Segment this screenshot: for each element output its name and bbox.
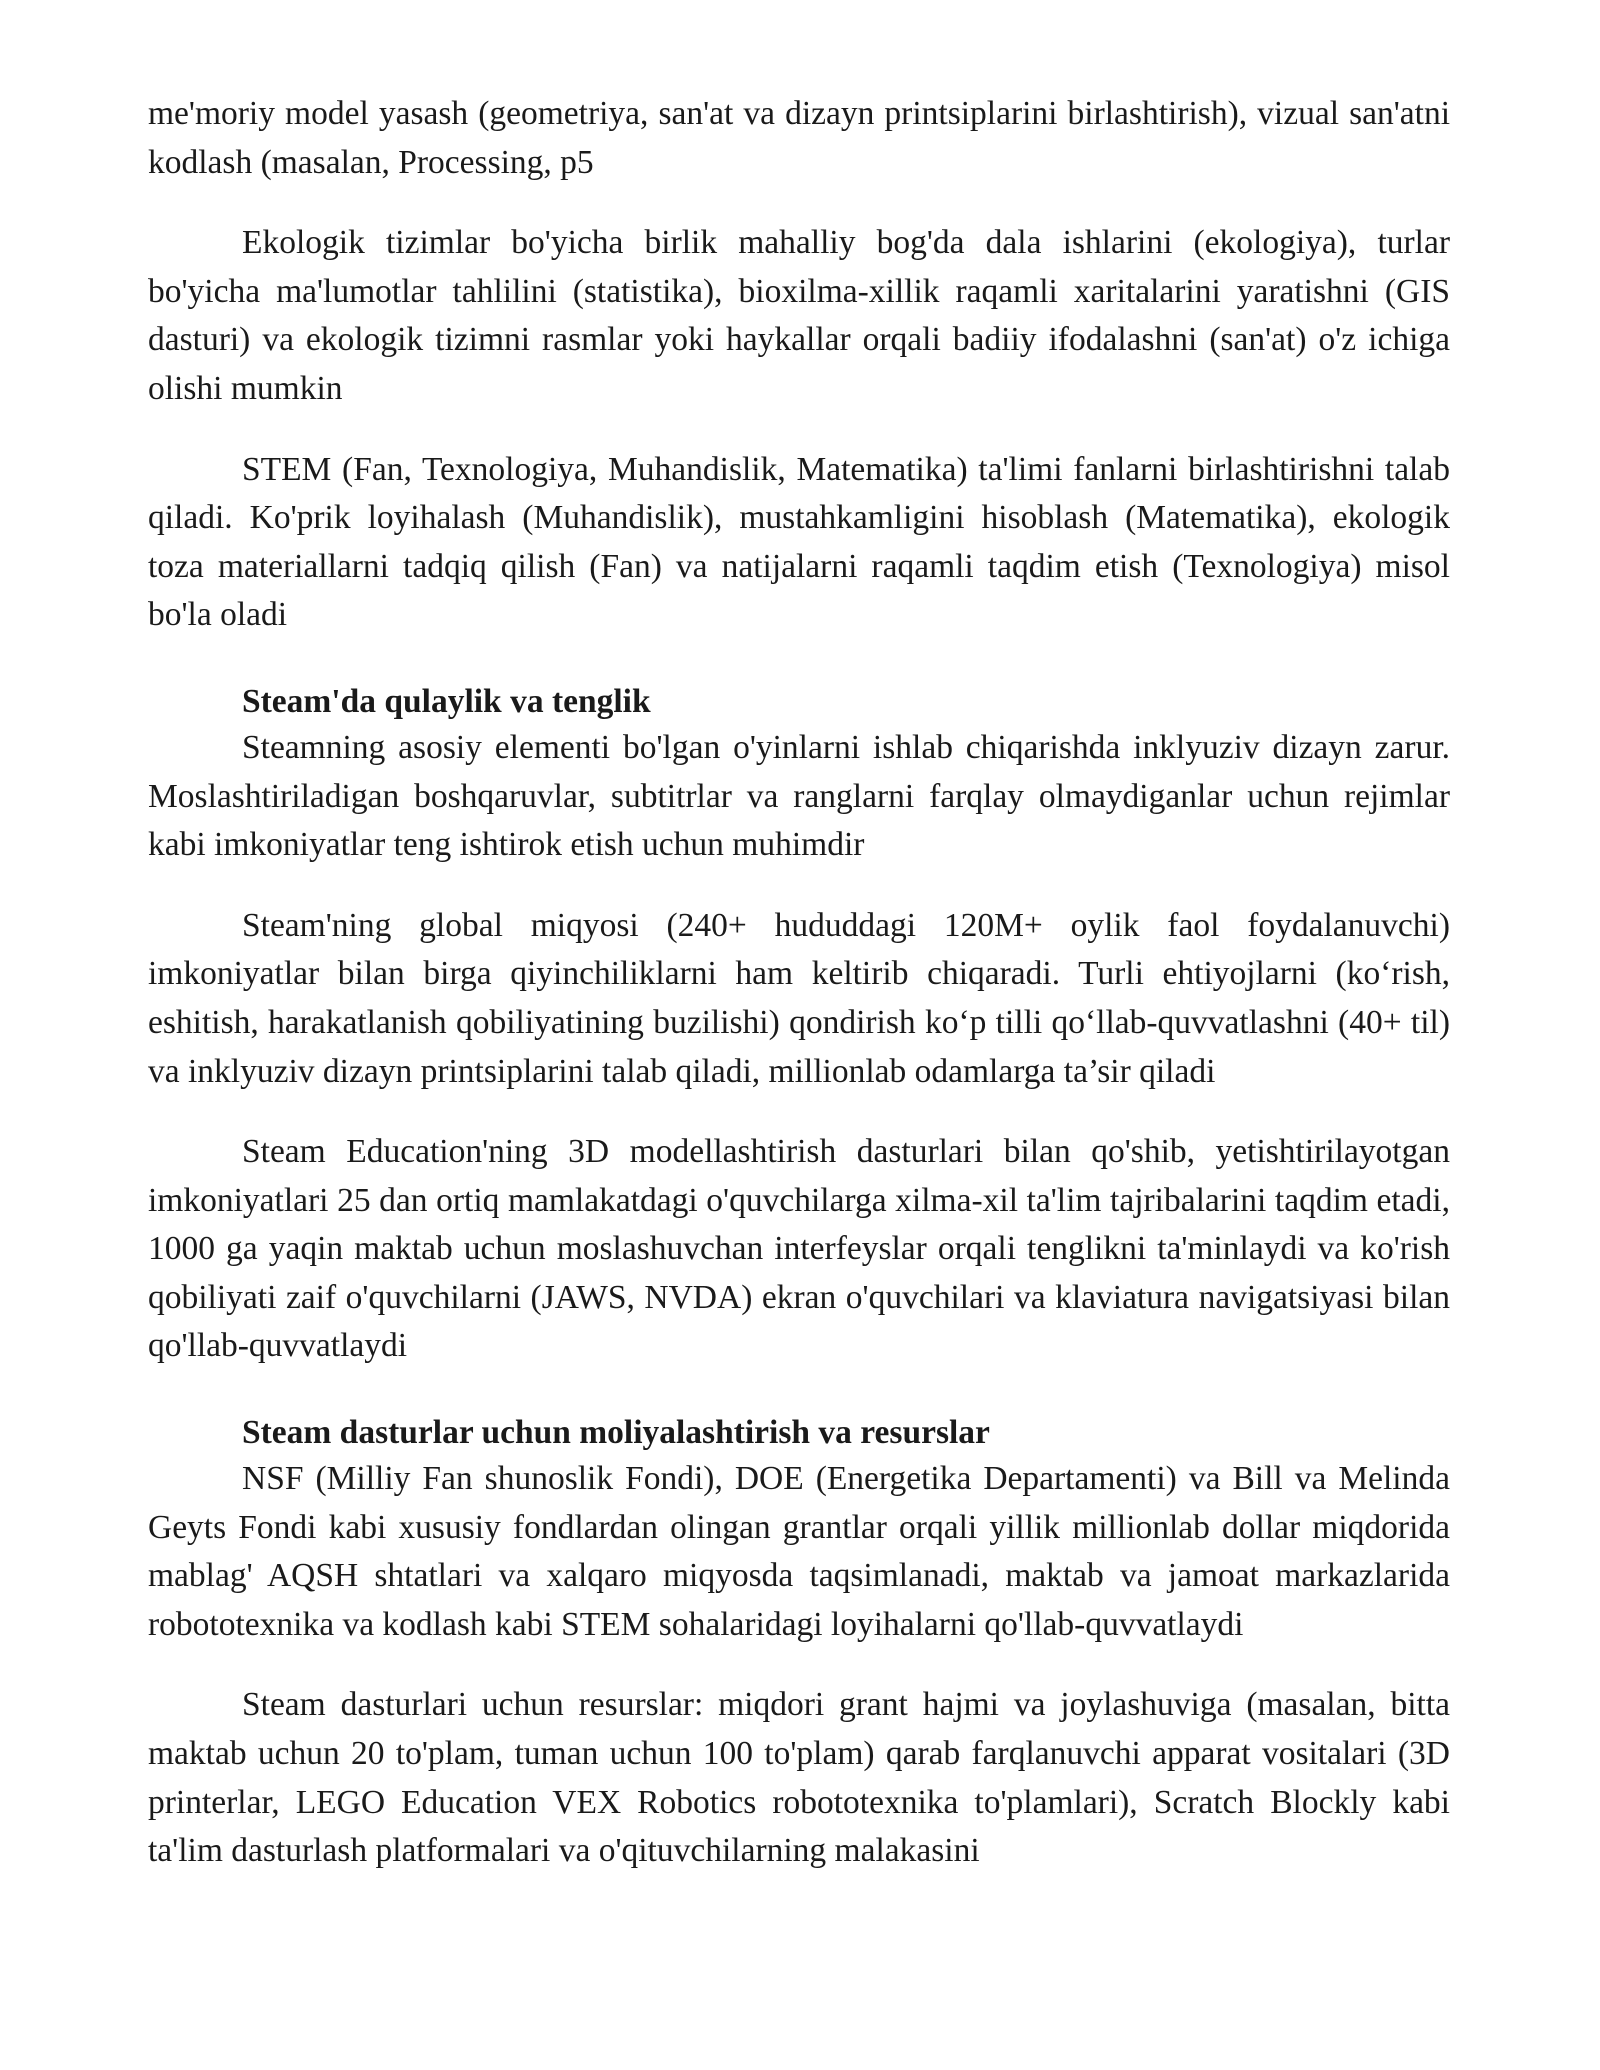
paragraph-architecture-coding: me'moriy model yasash (geometriya, san'at va dizayn printsiplarini birlashtirish), vizual san'atni kodlash (masalan, Processing, p5 — [148, 95, 1450, 181]
paragraph-grants: NSF (Milliy Fan shunoslik Fondi), DOE (Energetika Departamenti) va Bill va Melinda Geyts Fondi kabi xususiy fondlardan olingan grantlar orqali yillik millionlab dollar miqdorida mablag' AQSH shtatlari va xalqaro miqyosda taqsimlanadi, maktab va jamoat markazlarida robototexnika va kodlash kabi STEM sohalaridagi loyihalarni qo'llab-quvvatlaydi — [148, 1460, 1450, 1643]
paragraph-inclusive-design: Steamning asosiy elementi bo'lgan o'yinlarni ishlab chiqarishda inklyuziv dizayn zarur. Moslashtiriladigan boshqaruvlar, subtitrlar va ranglarni farqlay olmaydiganlar uchun rejimlar kabi imkoniyatlar teng ishtirok etish uchun muhimdir — [148, 728, 1450, 864]
section-heading-funding: Steam dasturlar uchun moliyalashtirish va resurslar — [242, 1414, 990, 1452]
paragraph-resources: Steam dasturlari uchun resurslar: miqdori grant hajmi va joylashuviga (masalan, bitta maktab uchun 20 to'plam, tuman uchun 100 to'plam) qarab farqlanuvchi apparat vositalari (3D printerlar, LEGO Education VEX Robotics robototexnika to'plamlari), Scratch Blockly kabi ta'lim dasturlash platformalari va o'qituvchilarning malakasini — [148, 1686, 1450, 1870]
document-page — [148, 90, 1450, 1876]
paragraph-stem-integration: STEM (Fan, Texnologiya, Muhandislik, Matematika) ta'limi fanlarni birlashtirishni talab qiladi. Ko'prik loyihalash (Muhandislik), mustahkamligini hisoblash (Matematika), ekologik toza materiallarni tadqiq qilish (Fan) va natijalarni raqamli taqdim etish (Texnologiya) misol bo'la oladi — [148, 450, 1450, 634]
paragraph-steam-education: Steam Education'ning 3D modellashtirish dasturlari bilan qo'shib, yetishtirilayotgan imkoniyatlari 25 dan ortiq mamlakatdagi o'quvchilarga xilma-xil ta'lim tajribalarini taqdim etadi, 1000 ga yaqin maktab uchun moslashuvchan interfeyslar orqali tenglikni ta'minlaydi va ko'rish qobiliyati zaif o'quvchilarni (JAWS, NVDA) ekran o'quvchilari va klaviatura navigatsiyasi bilan qo'llab-quvvatlaydi — [148, 1133, 1450, 1365]
paragraph-global-scale: Steam'ning global miqyosi (240+ hududdagi 120M+ oylik faol foydalanuvchi) imkoniyatlar bilan birga qiyinchiliklarni ham keltirib chiqaradi. Turli ehtiyojlarni (ko‘rish, eshitish, harakatlanish qobiliyatining buzilishi) qondirish ko‘p tilli qo‘llab-quvvatlashni (40+ til) va inklyuziv dizayn printsiplarini talab qiladi, millionlab odamlarga ta’sir qiladi — [148, 906, 1450, 1090]
section-heading-accessibility: Steam'da qulaylik va tenglik — [242, 682, 651, 720]
paragraph-ecological-systems: Ekologik tizimlar bo'yicha birlik mahalliy bog'da dala ishlarini (ekologiya), turlar bo'yicha ma'lumotlar tahlilini (statistika), bioxilma-xillik raqamli xaritalarini yaratishni (GIS dasturi) va ekologik tizimni rasmlar yoki haykallar orqali badiiy ifodalashni (san'at) o'z ichiga olishi mumkin — [148, 224, 1450, 407]
